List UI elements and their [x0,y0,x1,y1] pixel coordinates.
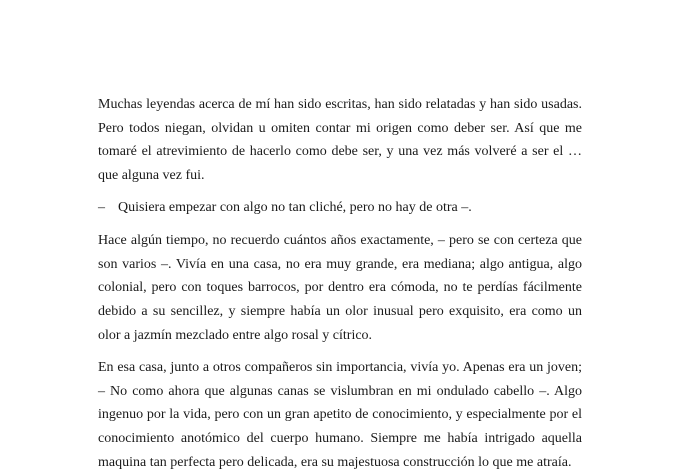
paragraph-intro: Muchas leyendas acerca de mí han sido escritas, han sido relatadas y han sido usadas. Pero todos niegan, olvidan u omiten contar mi origen como deber ser. Así que me tomaré el atrevimiento de hacerlo como debe ser, y una vez más volveré a ser el … que alguna vez fui. [98,97,582,184]
paragraph-youth: En esa casa, junto a otros compañeros sin importancia, vivía yo. Apenas era un joven; – No como ahora que algunas canas se vislumbran en mi ondulado cabello –. Algo ingenuo por la vida, pero con un gran apetito de conocimiento, y especialmente por el conocimiento anotómico del cuerpo humano. Siempre me había intrigado aquella maquina tan perfecta pero delicada, era su majestuosa construcción lo que me atraía. [98,360,582,470]
dialogue-dash: – [98,200,105,215]
dialogue-text: Quisiera empezar con algo no tan cliché, pero no hay de otra –. [118,200,472,215]
dialogue-line [98,196,582,220]
paragraph-house: Hace algún tiempo, no recuerdo cuántos años exactamente, – pero se con certeza que son varios –. Vivía en una casa, no era muy grande, era mediana; algo antigua, algo colonial, pero con toques barrocos, por dentro era cómoda, no te perdías fácilmente debido a su sencillez, y siempre había un olor inusual pero exquisito, era como un olor a jazmín mezclado entre algo rosal y cítrico. [98,233,582,343]
